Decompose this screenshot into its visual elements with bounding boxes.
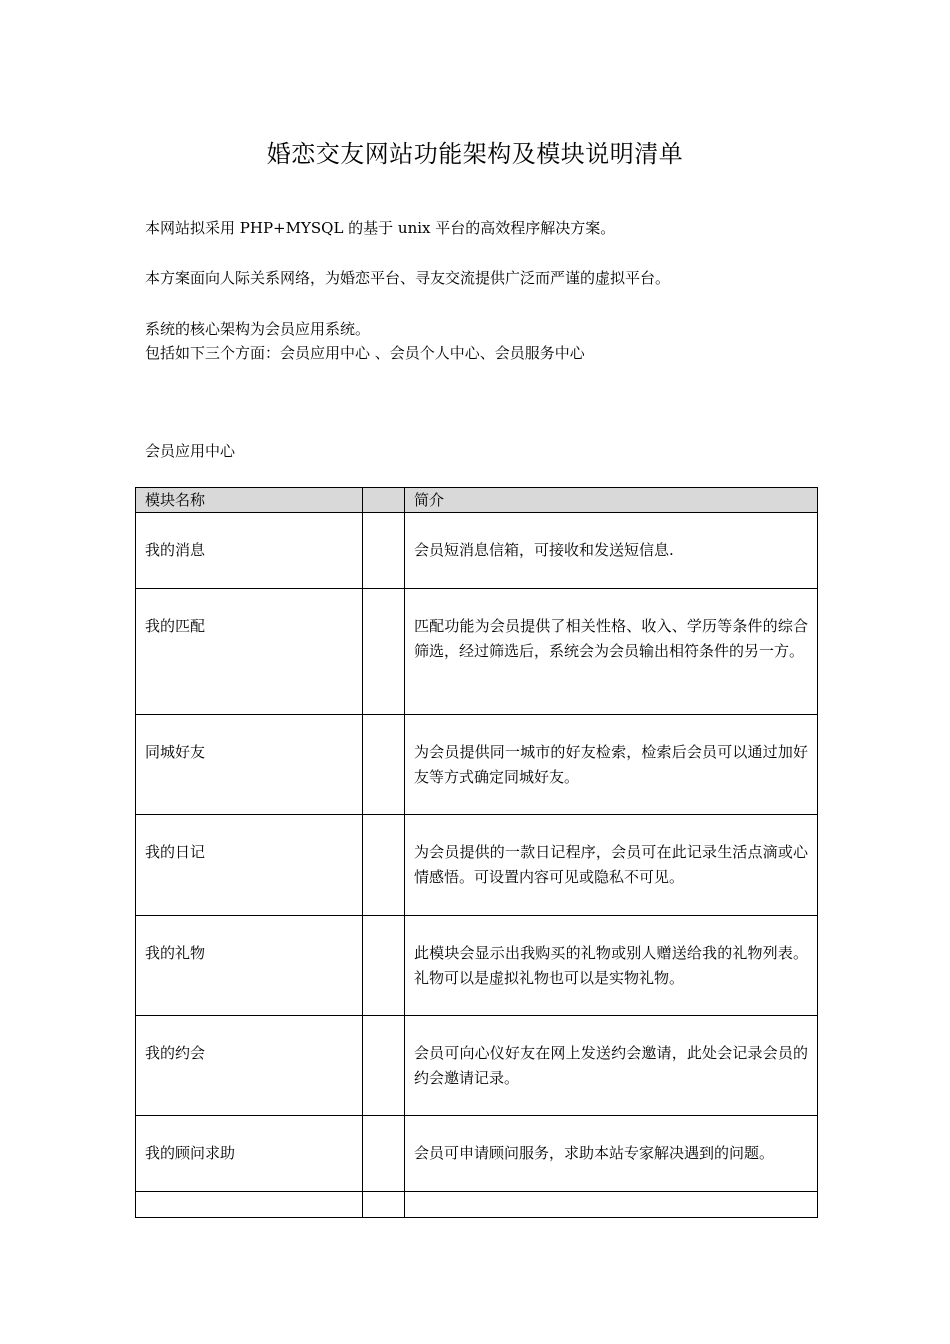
module-description: 匹配功能为会员提供了相关性格、收入、学历等条件的综合筛选，经过筛选后，系统会为会员输出相符条件的另一方。: [414, 617, 808, 660]
module-description: 会员可申请顾问服务，求助本站专家解决遇到的问题。: [414, 1144, 775, 1162]
module-name-cell: [136, 589, 363, 715]
intro-paragraph-4: 包括如下三个方面：会员应用中心 、会员个人中心、会员服务中心: [145, 344, 585, 362]
table-row: [136, 589, 818, 715]
module-name-cell: [136, 1192, 363, 1218]
module-desc-cell: [405, 513, 818, 589]
blank-cell: [363, 1192, 405, 1218]
module-desc-cell: [405, 589, 818, 715]
module-desc-cell: [405, 715, 818, 815]
header-description: 简介: [405, 488, 818, 513]
table-row: [136, 1116, 818, 1192]
table-row-empty: [136, 1192, 818, 1218]
blank-cell: [363, 1016, 405, 1116]
module-description: 会员短消息信箱，可接收和发送短信息.: [414, 541, 674, 559]
header-module-name: 模块名称: [136, 488, 363, 513]
blank-cell: [363, 815, 405, 916]
table-row: [136, 1016, 818, 1116]
module-desc-cell: [405, 1192, 818, 1218]
blank-cell: [363, 1116, 405, 1192]
table-row: [136, 715, 818, 815]
intro-paragraph-2: 本方案面向人际关系网络，为婚恋平台、寻友交流提供广泛而严谨的虚拟平台。: [145, 269, 671, 287]
intro-paragraph-3: 系统的核心架构为会员应用系统。: [145, 320, 371, 338]
module-name: 我的匹配: [145, 617, 206, 635]
table-header-row: [136, 488, 818, 513]
intro-paragraph-1: 本网站拟采用 PHP+MYSQL 的基于 unix 平台的高效程序解决方案。: [145, 219, 616, 237]
module-name: 我的约会: [145, 1044, 206, 1062]
module-name-cell: [136, 1116, 363, 1192]
module-name-cell: [136, 1016, 363, 1116]
module-name-cell: [136, 916, 363, 1016]
module-name: 我的礼物: [145, 944, 206, 962]
module-name-cell: [136, 715, 363, 815]
module-desc-cell: [405, 916, 818, 1016]
module-name: 我的顾问求助: [145, 1144, 236, 1162]
module-name: 我的消息: [145, 541, 206, 559]
module-name: 同城好友: [145, 743, 206, 761]
module-name: 我的日记: [145, 843, 206, 861]
header-blank: [363, 488, 405, 513]
blank-cell: [363, 916, 405, 1016]
table-row: [136, 916, 818, 1016]
module-description: 此模块会显示出我购买的礼物或别人赠送给我的礼物列表。礼物可以是虚拟礼物也可以是实物礼物。: [414, 944, 808, 987]
module-desc-cell: [405, 815, 818, 916]
module-desc-cell: [405, 1016, 818, 1116]
module-description: 会员可向心仪好友在网上发送约会邀请，此处会记录会员的约会邀请记录。: [414, 1044, 808, 1087]
blank-cell: [363, 513, 405, 589]
module-name-cell: [136, 815, 363, 916]
blank-cell: [363, 589, 405, 715]
module-desc-cell: [405, 1116, 818, 1192]
module-table: [135, 487, 818, 1218]
module-description: 为会员提供的一款日记程序，会员可在此记录生活点滴或心情感悟。可设置内容可见或隐私不可见。: [414, 843, 808, 886]
module-description: 为会员提供同一城市的好友检索，检索后会员可以通过加好友等方式确定同城好友。: [414, 743, 808, 786]
table-row: [136, 815, 818, 916]
table-row: [136, 513, 818, 589]
section-heading: 会员应用中心: [145, 442, 236, 460]
document-title: 婚恋交友网站功能架构及模块说明清单: [266, 140, 684, 168]
module-name-cell: [136, 513, 363, 589]
blank-cell: [363, 715, 405, 815]
